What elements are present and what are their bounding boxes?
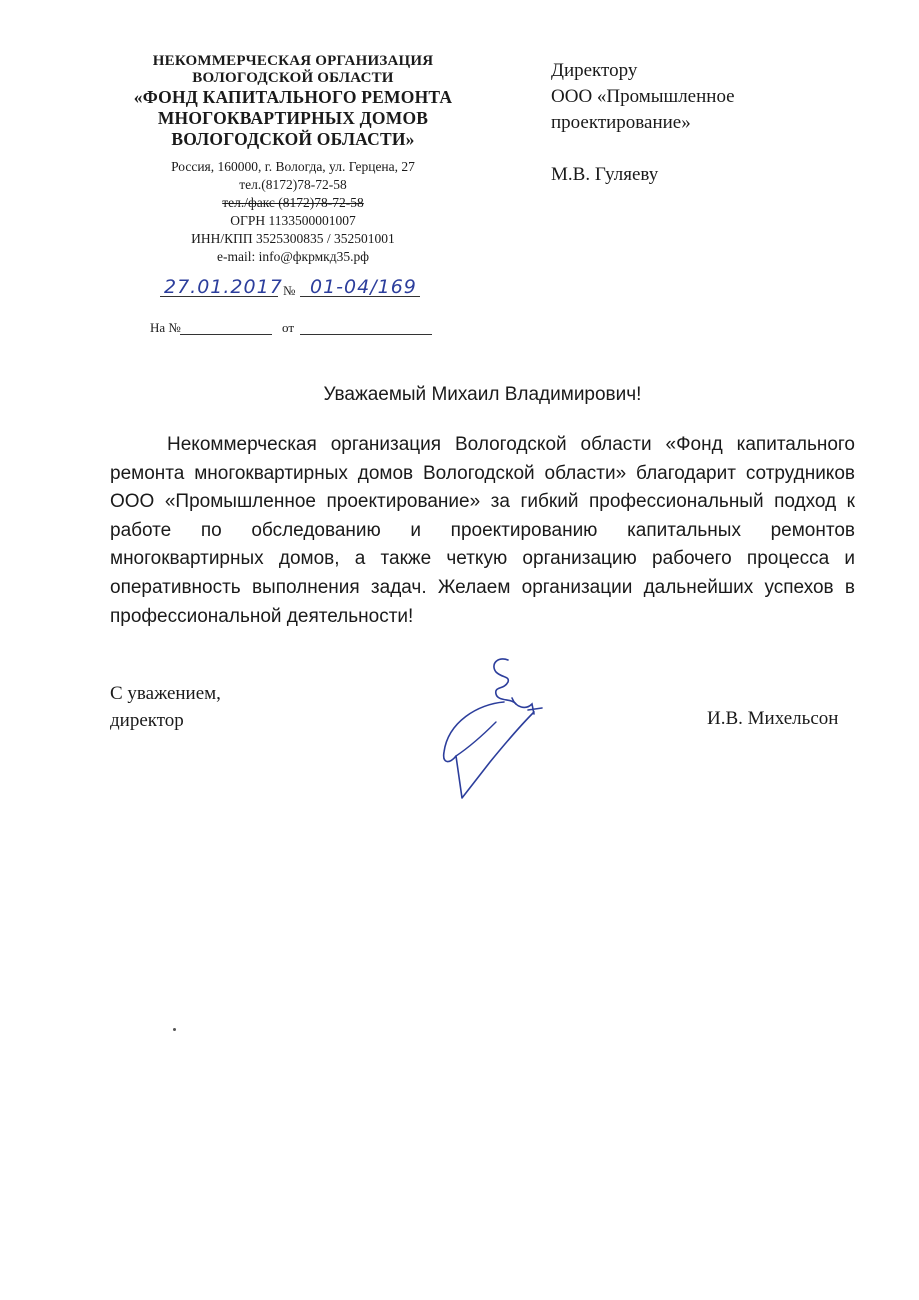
org-fax: тел./факс (8172)78-72-58 [222, 195, 364, 210]
addressee-company-line-2: проектирование» [551, 112, 691, 133]
org-name-line-2: ВОЛОГОДСКОЙ ОБЛАСТИ [192, 70, 394, 86]
reference-line [150, 320, 440, 340]
ref-from-label: от [282, 320, 295, 335]
ref-date-underline [300, 334, 432, 335]
closing-position: директор [110, 710, 184, 731]
handwritten-number: 01-04/169 [310, 276, 417, 298]
number-label: № [283, 283, 296, 298]
scan-speck [173, 1028, 176, 1031]
addressee-name: М.В. Гуляеву [551, 164, 659, 185]
salutation: Уважаемый Михаил Владимирович! [323, 384, 642, 405]
org-address: Россия, 160000, г. Вологда, ул. Герцена, 27 [171, 159, 415, 174]
handwritten-signature [438, 652, 558, 802]
handwritten-date: 27.01.2017 [164, 276, 283, 298]
letter-body: Некоммерческая организация Вологодской области «Фонд капитального ремонта многоквартирных домов Вологодской области» благодарит сотрудников ООО «Промышленное проектирование» за гибкий профессиональный подход к работе по обследованию и проектированию капитальных ремонтов многоквартирных домов, а также четкую организацию рабочего процесса и оперативность выполнения задач. Желаем организации дальнейших успехов в профессиональной деятельности! [110, 434, 855, 627]
date-underline [160, 296, 278, 297]
closing-regards: С уважением, [110, 683, 221, 704]
org-contacts [128, 158, 458, 266]
ref-number-label: На № [150, 320, 181, 335]
org-email: e-mail: info@фкрмкд35.рф [217, 249, 369, 264]
org-phone: тел.(8172)78-72-58 [239, 177, 347, 192]
addressee-block [551, 58, 871, 188]
org-name-line-5: ВОЛОГОДСКОЙ ОБЛАСТИ» [171, 129, 415, 149]
org-name-line-1: НЕКОММЕРЧЕСКАЯ ОРГАНИЗАЦИЯ [152, 53, 434, 69]
closing-block [110, 680, 221, 734]
addressee-position: Директору [551, 60, 638, 81]
org-inn-kpp: ИНН/КПП 3525300835 / 352501001 [191, 231, 395, 246]
number-underline [300, 296, 420, 297]
registration-line [150, 276, 440, 302]
org-name-line-3: «ФОНД КАПИТАЛЬНОГО РЕМОНТА [133, 87, 453, 107]
signer-name: И.В. Михельсон [707, 708, 839, 729]
letterhead [128, 53, 458, 266]
ref-number-underline [180, 334, 272, 335]
org-ogrn: ОГРН 1133500001007 [230, 213, 356, 228]
addressee-company-line-1: ООО «Промышленное [551, 86, 735, 107]
org-name-line-4: МНОГОКВАРТИРНЫХ ДОМОВ [157, 108, 429, 128]
